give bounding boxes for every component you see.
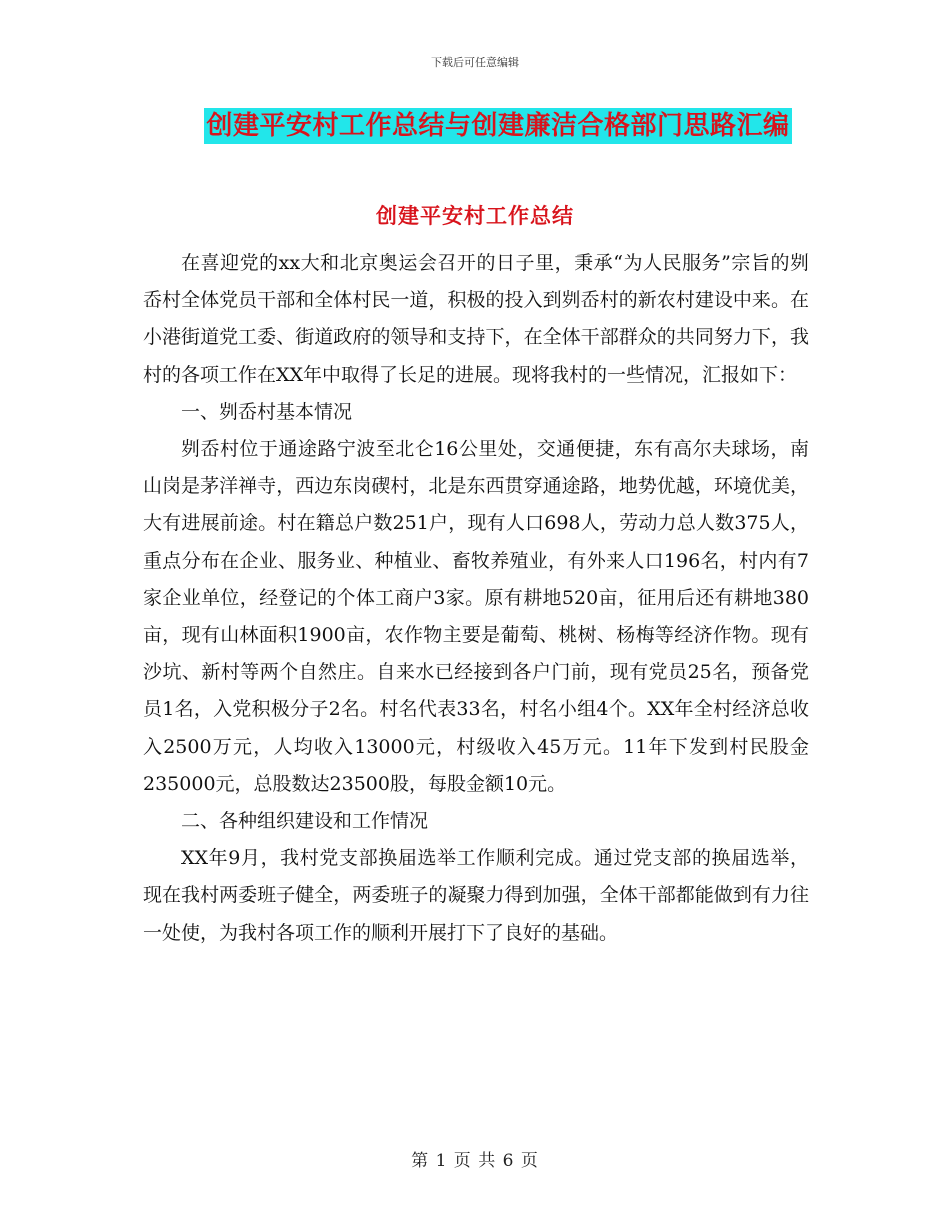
document-body — [143, 245, 809, 952]
page-footer: 第 1 页 共 6 页 — [411, 1151, 539, 1171]
paragraph-organization: XX年9月，我村党支部换届选举工作顺利完成。通过党支部的换届选举，现在我村两委班子健全，两委班子的凝聚力得到加强，全体干部都能做到有力往一处使，为我村各项工作的顺利开展打下了良好的基础。 — [143, 847, 809, 944]
heading-basic-situation: 一、刿岙村基本情况 — [181, 400, 353, 423]
heading-organization: 二、各种组织建设和工作情况 — [181, 810, 429, 833]
document-title: 创建平安村工作总结与创建廉洁合格部门思路汇编 — [204, 108, 791, 144]
section-title: 创建平安村工作总结 — [376, 203, 574, 228]
header-note: 下载后可任意编辑 — [431, 56, 519, 69]
paragraph-intro: 在喜迎党的xx大和北京奥运会召开的日子里，秉承“为人民服务”宗旨的刿岙村全体党员干部和全体村民一道，积极的投入到刿岙村的新农村建设中来。在小港街道党工委、街道政府的领导和支持下，在全体干部群众的共同努力下，我村的各项工作在XX年中取得了长足的进展。现将我村的一些情况，汇报如下： — [143, 252, 809, 386]
document-title-container — [0, 108, 950, 144]
paragraph-basic-situation: 刿岙村位于通途路宁波至北仑16公里处，交通便捷，东有高尔夫球场，南山岗是茅洋禅寺，西边东岗碶村，北是东西贯穿通途路，地势优越，环境优美，大有进展前途。村在籍总户数251户，现有人口698人，劳动力总人数375人，重点分布在企业、服务业、种植业、畜牧养殖业，有外来人口196名，村内有7家企业单位，经登记的个体工商户3家。原有耕地520亩，征用后还有耕地380亩，现有山林面积1900亩，农作物主要是葡萄、桃树、杨梅等经济作物。现有沙坑、新村等两个自然庄。自来水已经接到各户门前，现有党员25名，预备党员1名，入党积极分子2名。村名代表33名，村名小组4个。XX年全村经济总收入2500万元，人均收入13000元，村级收入45万元。11年下发到村民股金235000元，总股数达23500股，每股金额10元。 — [143, 438, 809, 795]
